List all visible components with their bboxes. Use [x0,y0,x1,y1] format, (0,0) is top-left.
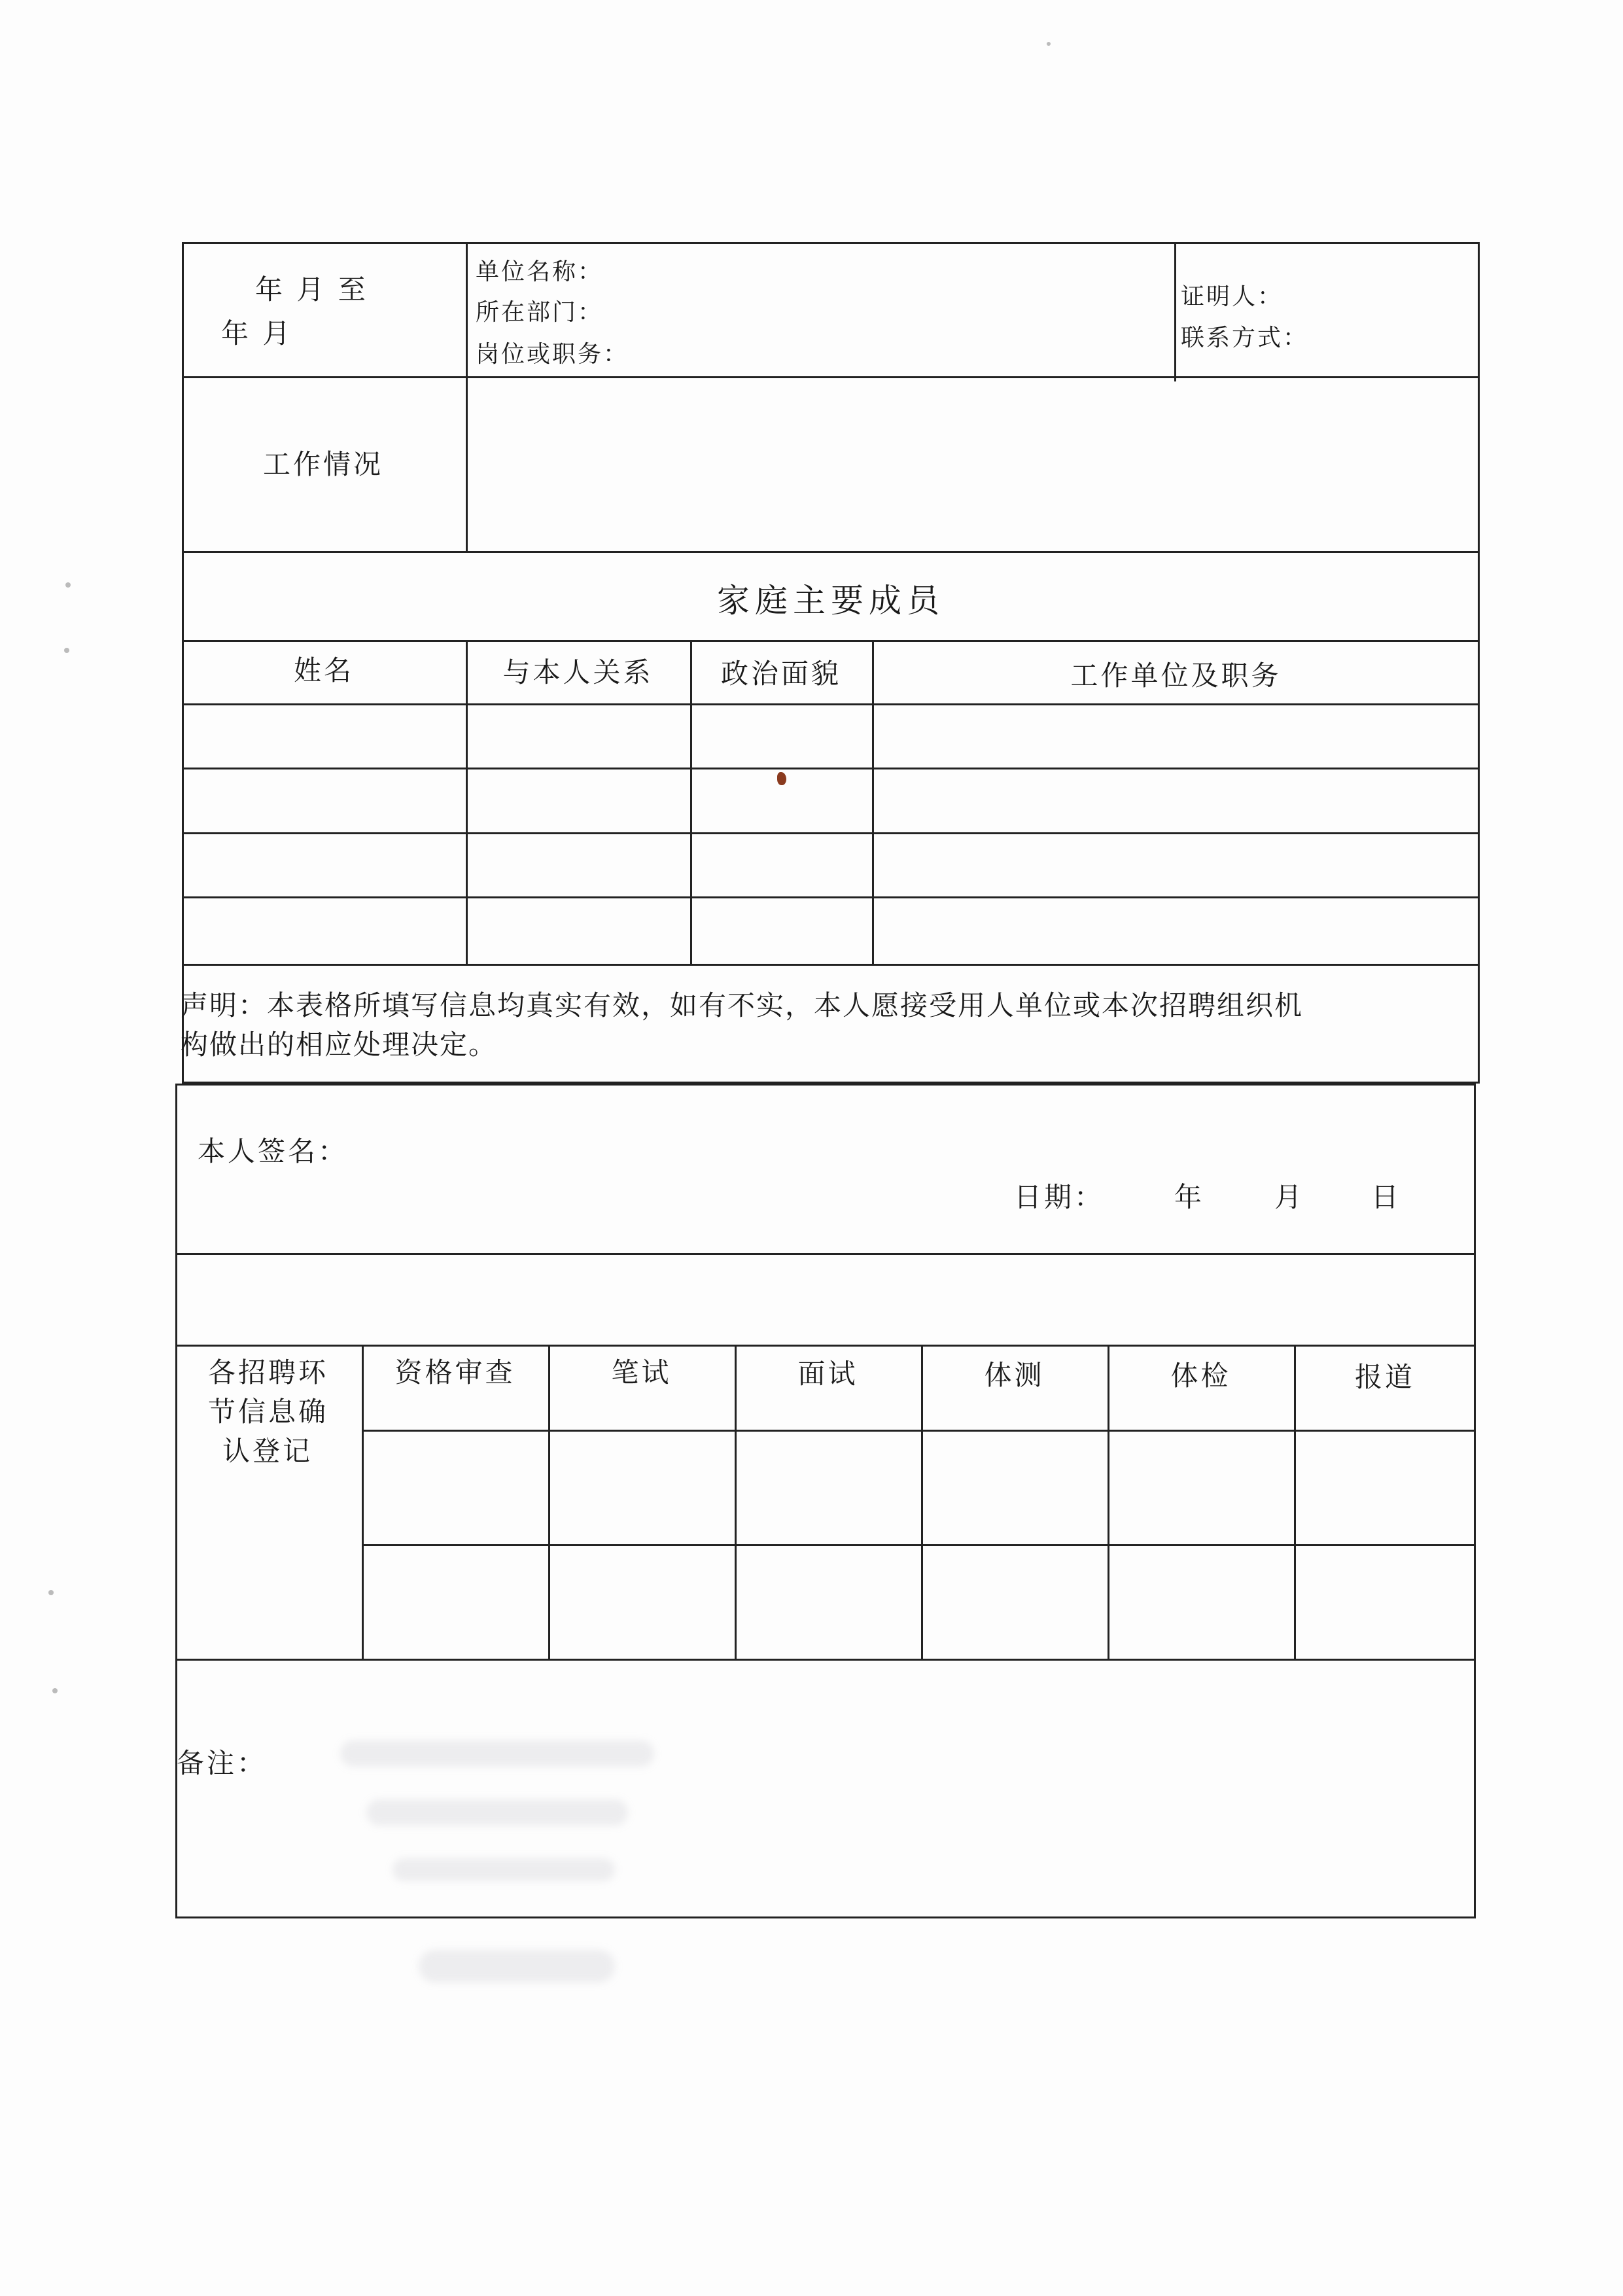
family-row-line-2 [182,768,1480,769]
stage-medical-exam: 体检 [1170,1360,1231,1392]
family-col-employer: 工作单位及职务 [1070,660,1282,692]
stage-written-test: 笔试 [611,1356,672,1388]
recruitment-label-2: 节信息确 [208,1396,329,1428]
date-day: 日 [1371,1181,1402,1213]
performance-label: 工作情况 [263,448,384,480]
date-label: 日期： [1014,1181,1105,1213]
recruitment-grid-bottom [175,1659,1476,1661]
scan-speck [65,582,71,588]
declaration-line-2: 构做出的相应处理决定。 [181,1029,498,1061]
recruitment-header-bottom [362,1430,1476,1432]
recruitment-col-2 [735,1345,737,1659]
recruitment-label-1: 各招聘环 [208,1356,329,1388]
witness-label: 证明人： [1181,283,1283,310]
family-col-relation: 与本人关系 [502,656,654,688]
family-row-line-3 [182,832,1480,834]
stage-interview: 面试 [797,1358,858,1390]
work-section-bottom [182,551,1480,553]
stage-report: 报道 [1354,1361,1415,1393]
recruitment-label-3: 认登记 [222,1435,313,1467]
stage-qualification: 资格审查 [394,1356,515,1388]
family-row-line-4 [182,896,1480,898]
position-label: 岗位或职务： [476,341,629,368]
stage-fitness-test: 体测 [984,1359,1045,1391]
scan-speck [52,1688,58,1693]
date-month: 月 [1274,1181,1305,1213]
work-col-divider [466,242,468,552]
work-row-divider [182,376,1480,378]
scan-speck [1047,42,1051,46]
work-period-end: 年 月 [221,317,293,349]
family-section-title: 家庭主要成员 [717,582,945,620]
recruitment-col-0 [362,1345,364,1659]
signature-label: 本人签名： [198,1135,349,1167]
recruitment-grid-top [175,1345,1476,1347]
family-col-name: 姓名 [293,654,354,686]
declaration-line-1: 声明：本表格所填写信息均真实有效，如有不实，本人愿接受用人单位或本次招聘组织机 [181,989,1304,1021]
work-period-start: 年 月 至 [255,274,368,306]
stain-mark [777,772,786,785]
family-row-line-1 [182,703,1480,705]
recruitment-row-line [362,1544,1476,1546]
show-through-smudge [419,1950,615,1983]
scan-speck [64,648,69,653]
family-header-top [182,640,1480,642]
date-year: 年 [1174,1181,1205,1213]
family-section-bottom [182,964,1480,966]
show-through-smudge [366,1799,628,1826]
department-label: 所在部门： [476,299,604,326]
remarks-label: 备注： [177,1747,268,1779]
employer-label: 单位名称： [476,258,604,285]
family-col-political: 政治面貌 [720,658,841,690]
show-through-smudge [393,1858,615,1881]
contact-label: 联系方式： [1181,325,1309,351]
signature-section-bottom [175,1253,1476,1255]
witness-col-divider [1174,242,1176,381]
scan-speck [48,1590,54,1595]
recruitment-col-1 [548,1345,550,1659]
show-through-smudge [340,1740,654,1767]
